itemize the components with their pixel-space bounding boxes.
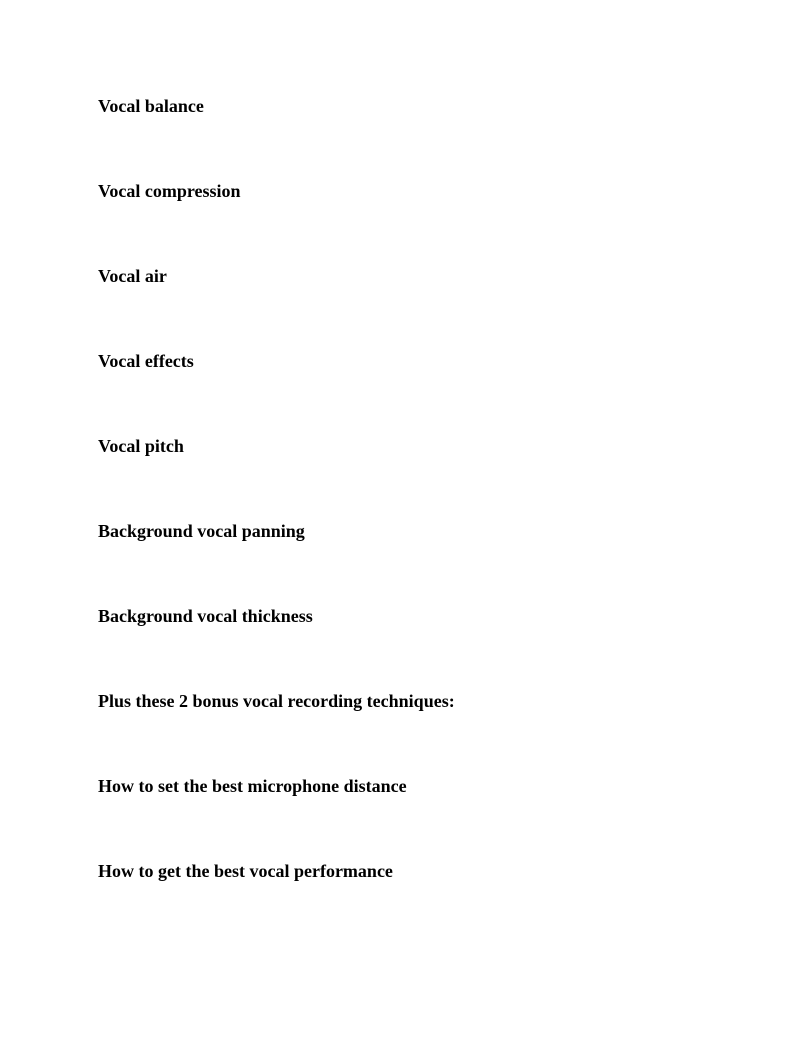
text-line-vocal-compression: Vocal compression — [98, 181, 241, 201]
text-line-vocal-effects: Vocal effects — [98, 351, 194, 371]
text-line-vocal-pitch: Vocal pitch — [98, 436, 184, 456]
text-line-vocal-air: Vocal air — [98, 266, 167, 286]
text-line-background-vocal-panning: Background vocal panning — [98, 521, 305, 541]
text-line-vocal-performance: How to get the best vocal performance — [98, 861, 393, 881]
text-line-bonus-techniques-heading: Plus these 2 bonus vocal recording techniques: — [98, 691, 455, 711]
text-line-vocal-balance: Vocal balance — [98, 96, 204, 116]
text-line-microphone-distance: How to set the best microphone distance — [98, 776, 407, 796]
text-line-background-vocal-thickness: Background vocal thickness — [98, 606, 313, 626]
text-lines — [98, 94, 455, 944]
